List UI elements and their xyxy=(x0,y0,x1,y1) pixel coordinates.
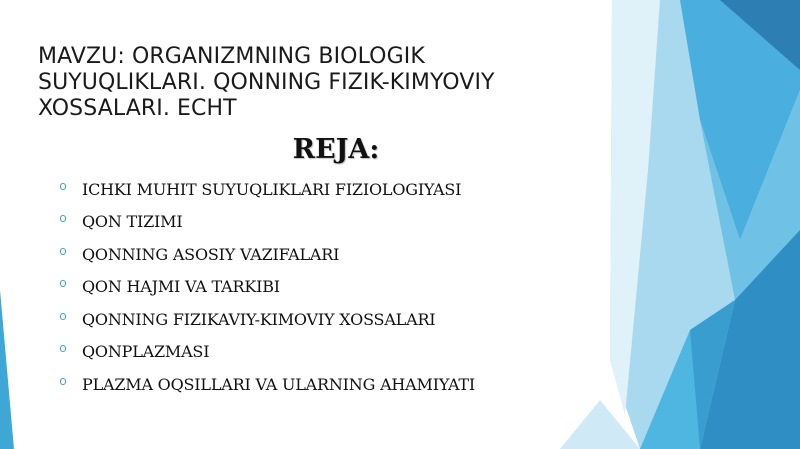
plan-item-label: QON HAJMI VA TARKIBI xyxy=(82,277,280,297)
plan-item xyxy=(60,271,475,304)
bullet-icon xyxy=(60,248,66,255)
bullet-icon xyxy=(60,183,66,190)
plan-item xyxy=(60,238,475,271)
bullet-icon xyxy=(60,345,66,352)
plan-list xyxy=(60,173,475,401)
plan-item xyxy=(60,368,475,401)
plan-item xyxy=(60,173,475,206)
bullet-icon xyxy=(60,280,66,287)
plan-item xyxy=(60,336,475,369)
bullet-icon xyxy=(60,378,66,385)
plan-item-label: QONPLAZMASI xyxy=(82,342,210,362)
plan-item-label: PLAZMA OQSILLARI VA ULARNING AHAMIYATI xyxy=(82,374,476,394)
plan-item-label: QONNING ASOSIY VAZIFALARI xyxy=(82,244,340,264)
plan-item xyxy=(60,206,475,239)
plan-item xyxy=(60,303,475,336)
slide-title xyxy=(38,44,598,122)
title-line-2: SUYUQLIKLARI. QONNING FIZIK-KIMYOVIY xyxy=(38,70,495,95)
facet-left-edge xyxy=(0,290,14,449)
bullet-icon xyxy=(60,215,66,222)
title-line-3: XOSSALARI. ECHT xyxy=(38,96,237,121)
plan-item-label: ICHKI MUHIT SUYUQLIKLARI FIZIOLOGIYASI xyxy=(82,179,462,199)
plan-heading: REJA: xyxy=(292,134,380,165)
plan-item-label: QONNING FIZIKAVIY-KIMOVIY XOSSALARI xyxy=(82,309,436,329)
title-line-1: MAVZU: ORGANIZMNING BIOLOGIK xyxy=(38,44,425,69)
bullet-icon xyxy=(60,313,66,320)
plan-item-label: QON TIZIMI xyxy=(82,212,183,232)
